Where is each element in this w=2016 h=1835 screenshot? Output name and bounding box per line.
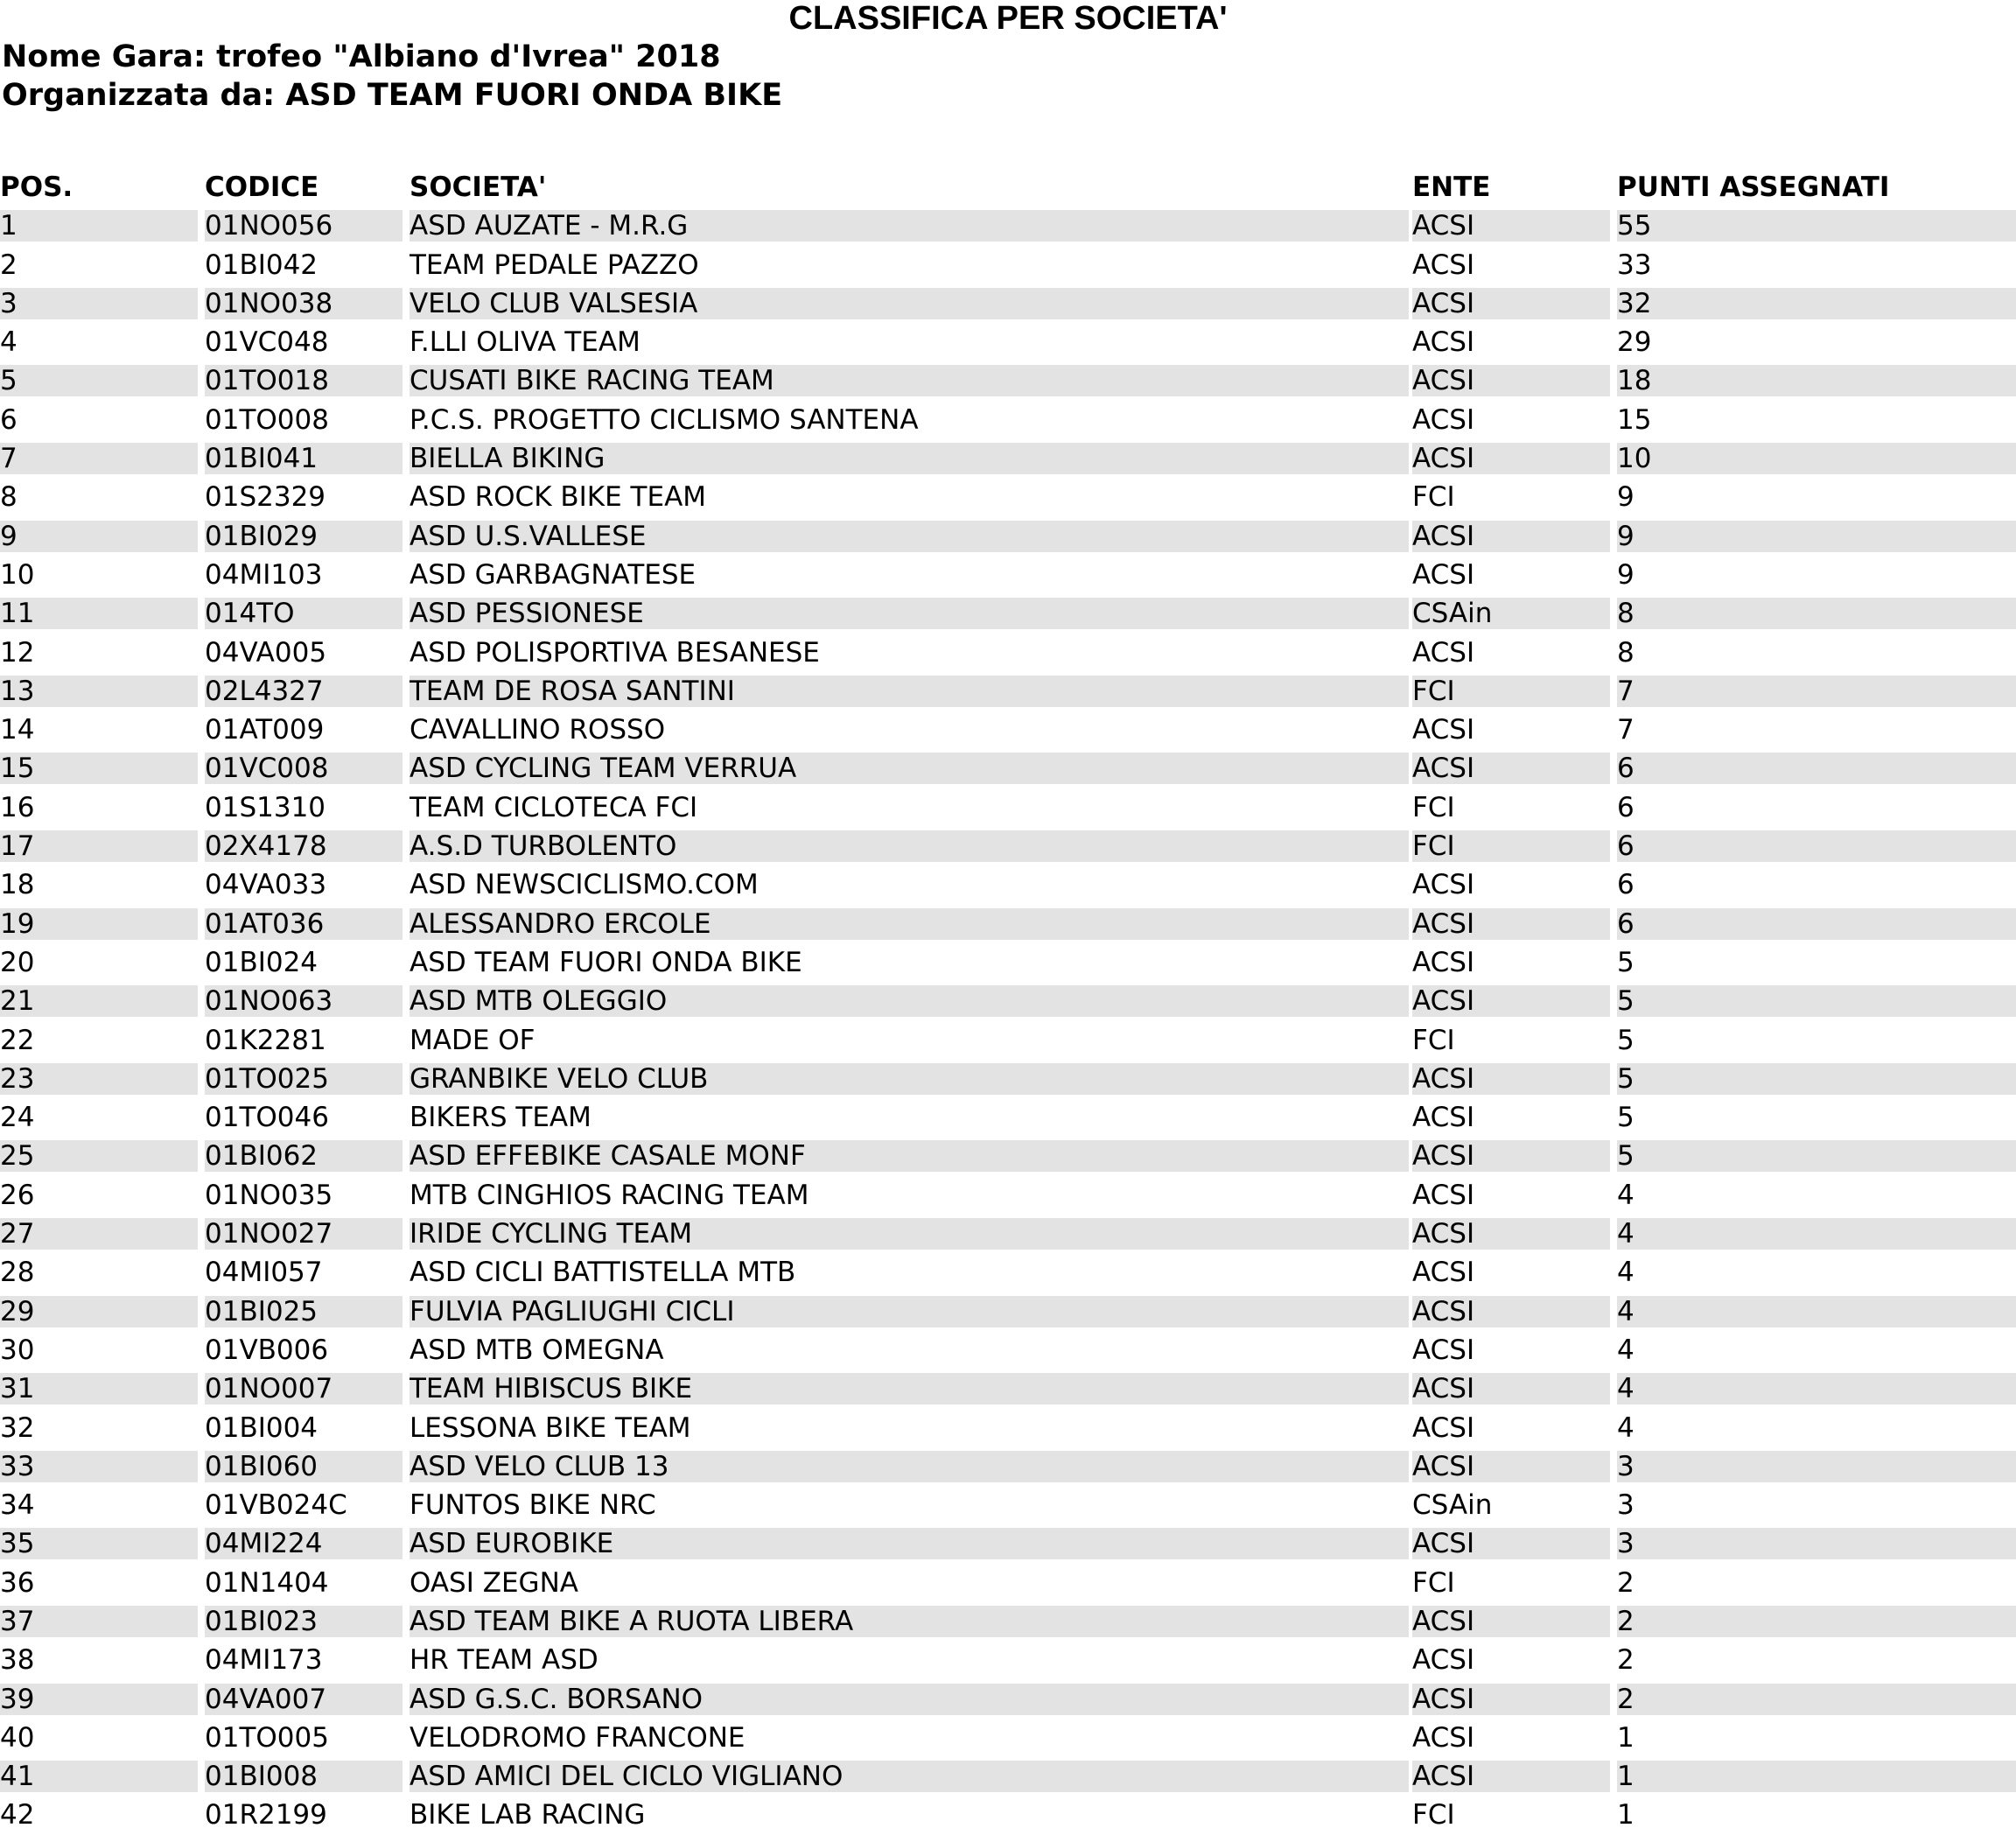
cell-ente: ACSI bbox=[1412, 908, 1610, 940]
cell-societa: VELO CLUB VALSESIA bbox=[410, 288, 1409, 319]
cell-societa: ASD TEAM FUORI ONDA BIKE bbox=[410, 946, 802, 978]
header-punti: PUNTI ASSEGNATI bbox=[1617, 172, 1890, 203]
cell-ente: ACSI bbox=[1412, 1761, 1610, 1792]
cell-ente: ACSI bbox=[1412, 1179, 1475, 1211]
cell-ente: FCI bbox=[1412, 1566, 1455, 1599]
cell-pos: 5 bbox=[0, 365, 198, 396]
table-row bbox=[0, 361, 2016, 400]
cell-ente: ACSI bbox=[1412, 1451, 1610, 1482]
cell-codice: 01BI008 bbox=[205, 1761, 402, 1792]
cell-ente: FCI bbox=[1412, 830, 1610, 862]
cell-punti: 6 bbox=[1617, 908, 2016, 940]
table-row bbox=[0, 1796, 2016, 1834]
cell-pos: 15 bbox=[0, 753, 198, 784]
cell-societa: A.S.D TURBOLENTO bbox=[410, 830, 1409, 862]
table-row bbox=[0, 1060, 2016, 1098]
cell-pos: 42 bbox=[0, 1799, 35, 1831]
page-title: CLASSIFICA PER SOCIETA' bbox=[788, 0, 1228, 37]
cell-societa: BIKERS TEAM bbox=[410, 1102, 592, 1134]
cell-societa: TEAM CICLOTECA FCI bbox=[410, 791, 698, 823]
cell-societa: MTB CINGHIOS RACING TEAM bbox=[410, 1179, 809, 1211]
cell-codice: 01K2281 bbox=[205, 1024, 326, 1056]
table-body bbox=[0, 207, 2016, 1834]
cell-pos: 40 bbox=[0, 1721, 35, 1754]
cell-societa: GRANBIKE VELO CLUB bbox=[410, 1063, 1409, 1095]
cell-societa: ASD CYCLING TEAM VERRUA bbox=[410, 753, 1409, 784]
cell-societa: OASI ZEGNA bbox=[410, 1566, 578, 1599]
cell-punti: 5 bbox=[1617, 985, 2016, 1017]
cell-ente: CSAin bbox=[1412, 1489, 1493, 1522]
cell-punti: 10 bbox=[1617, 443, 2016, 474]
table-row bbox=[0, 1331, 2016, 1369]
cell-pos: 19 bbox=[0, 908, 198, 940]
table-row bbox=[0, 788, 2016, 827]
table-row bbox=[0, 1409, 2016, 1447]
cell-societa: BIELLA BIKING bbox=[410, 443, 1409, 474]
cell-punti: 55 bbox=[1617, 210, 2016, 242]
header-societa: SOCIETA' bbox=[410, 172, 547, 203]
cell-ente: ACSI bbox=[1412, 210, 1610, 242]
cell-pos: 33 bbox=[0, 1451, 198, 1482]
cell-ente: ACSI bbox=[1412, 1296, 1610, 1327]
cell-societa: ASD VELO CLUB 13 bbox=[410, 1451, 1409, 1482]
cell-pos: 4 bbox=[0, 326, 18, 359]
cell-societa: ASD AMICI DEL CICLO VIGLIANO bbox=[410, 1761, 1409, 1792]
table-row bbox=[0, 1137, 2016, 1175]
cell-societa: FULVIA PAGLIUGHI CICLI bbox=[410, 1296, 1409, 1327]
cell-pos: 26 bbox=[0, 1179, 35, 1211]
cell-punti: 3 bbox=[1617, 1451, 2016, 1482]
cell-codice: 01NO027 bbox=[205, 1218, 402, 1250]
cell-ente: FCI bbox=[1412, 1024, 1455, 1056]
header-ente: ENTE bbox=[1412, 172, 1491, 203]
table-row bbox=[0, 672, 2016, 711]
cell-codice: 01N1404 bbox=[205, 1566, 329, 1599]
cell-societa: ASD GARBAGNATESE bbox=[410, 558, 696, 591]
table-row bbox=[0, 517, 2016, 556]
cell-societa: ASD POLISPORTIVA BESANESE bbox=[410, 636, 820, 669]
cell-pos: 20 bbox=[0, 946, 35, 978]
organizer: Organizzata da: ASD TEAM FUORI ONDA BIKE bbox=[2, 78, 783, 113]
cell-societa: CUSATI BIKE RACING TEAM bbox=[410, 365, 1409, 396]
cell-punti: 8 bbox=[1617, 636, 1634, 669]
cell-punti: 2 bbox=[1617, 1606, 2016, 1637]
cell-punti: 6 bbox=[1617, 869, 1634, 901]
cell-punti: 1 bbox=[1617, 1721, 1634, 1754]
cell-codice: 01VC048 bbox=[205, 326, 329, 359]
cell-codice: 01TO025 bbox=[205, 1063, 402, 1095]
cell-punti: 5 bbox=[1617, 1102, 1634, 1134]
cell-ente: ACSI bbox=[1412, 288, 1610, 319]
cell-codice: 01R2199 bbox=[205, 1799, 327, 1831]
cell-pos: 36 bbox=[0, 1566, 35, 1599]
cell-pos: 16 bbox=[0, 791, 35, 823]
cell-codice: 04MI224 bbox=[205, 1528, 402, 1559]
cell-punti: 9 bbox=[1617, 558, 1634, 591]
table-row bbox=[0, 905, 2016, 943]
cell-ente: FCI bbox=[1412, 481, 1455, 514]
cell-punti: 2 bbox=[1617, 1644, 1634, 1677]
cell-societa: ASD EUROBIKE bbox=[410, 1528, 1409, 1559]
cell-societa: CAVALLINO ROSSO bbox=[410, 714, 666, 746]
cell-codice: 04VA005 bbox=[205, 636, 327, 669]
cell-ente: ACSI bbox=[1412, 1411, 1475, 1444]
cell-pos: 8 bbox=[0, 481, 18, 514]
cell-ente: ACSI bbox=[1412, 403, 1475, 436]
cell-punti: 4 bbox=[1617, 1179, 1634, 1211]
cell-codice: 01BI024 bbox=[205, 946, 318, 978]
cell-ente: ACSI bbox=[1412, 1102, 1475, 1134]
cell-ente: ACSI bbox=[1412, 521, 1610, 552]
table-row bbox=[0, 1021, 2016, 1060]
cell-codice: 02X4178 bbox=[205, 830, 402, 862]
cell-ente: ACSI bbox=[1412, 326, 1475, 359]
cell-codice: 01TO018 bbox=[205, 365, 402, 396]
cell-codice: 01BI060 bbox=[205, 1451, 402, 1482]
cell-punti: 29 bbox=[1617, 326, 1652, 359]
cell-punti: 4 bbox=[1617, 1257, 1634, 1289]
cell-pos: 12 bbox=[0, 636, 35, 669]
table-row bbox=[0, 634, 2016, 672]
cell-codice: 01VB006 bbox=[205, 1334, 329, 1366]
cell-societa: VELODROMO FRANCONE bbox=[410, 1721, 746, 1754]
cell-punti: 3 bbox=[1617, 1489, 1634, 1522]
cell-punti: 4 bbox=[1617, 1334, 1634, 1366]
cell-codice: 01AT009 bbox=[205, 714, 325, 746]
cell-pos: 27 bbox=[0, 1218, 198, 1250]
cell-societa: TEAM HIBISCUS BIKE bbox=[410, 1373, 1409, 1404]
table-row bbox=[0, 1564, 2016, 1602]
cell-pos: 34 bbox=[0, 1489, 35, 1522]
cell-societa: ASD NEWSCICLISMO.COM bbox=[410, 869, 759, 901]
cell-pos: 30 bbox=[0, 1334, 35, 1366]
cell-societa: ASD TEAM BIKE A RUOTA LIBERA bbox=[410, 1606, 1409, 1637]
cell-codice: 02L4327 bbox=[205, 676, 402, 707]
table-row bbox=[0, 982, 2016, 1020]
cell-pos: 14 bbox=[0, 714, 35, 746]
cell-ente: ACSI bbox=[1412, 365, 1610, 396]
cell-punti: 33 bbox=[1617, 249, 1652, 281]
table-row bbox=[0, 1524, 2016, 1563]
cell-societa: TEAM PEDALE PAZZO bbox=[410, 249, 699, 281]
cell-punti: 2 bbox=[1617, 1566, 1634, 1599]
cell-pos: 31 bbox=[0, 1373, 198, 1404]
cell-pos: 6 bbox=[0, 403, 18, 436]
table-row bbox=[0, 1602, 2016, 1641]
cell-pos: 32 bbox=[0, 1411, 35, 1444]
cell-ente: ACSI bbox=[1412, 558, 1475, 591]
cell-societa: IRIDE CYCLING TEAM bbox=[410, 1218, 1409, 1250]
cell-codice: 04MI103 bbox=[205, 558, 323, 591]
cell-codice: 01TO046 bbox=[205, 1102, 329, 1134]
cell-pos: 17 bbox=[0, 830, 198, 862]
cell-pos: 2 bbox=[0, 249, 18, 281]
cell-societa: ASD PESSIONESE bbox=[410, 598, 1409, 629]
table-row bbox=[0, 1680, 2016, 1719]
cell-ente: ACSI bbox=[1412, 636, 1475, 669]
cell-codice: 01BI023 bbox=[205, 1606, 402, 1637]
cell-codice: 01BI004 bbox=[205, 1411, 318, 1444]
cell-codice: 01TO005 bbox=[205, 1721, 329, 1754]
table-row bbox=[0, 401, 2016, 439]
table-row bbox=[0, 478, 2016, 516]
cell-societa: ASD MTB OMEGNA bbox=[410, 1334, 664, 1366]
cell-punti: 8 bbox=[1617, 598, 2016, 629]
cell-punti: 4 bbox=[1617, 1373, 2016, 1404]
cell-ente: ACSI bbox=[1412, 1334, 1475, 1366]
cell-ente: ACSI bbox=[1412, 1257, 1475, 1289]
cell-ente: ACSI bbox=[1412, 1684, 1610, 1715]
cell-codice: 01BI025 bbox=[205, 1296, 402, 1327]
table-row bbox=[0, 1292, 2016, 1331]
cell-punti: 2 bbox=[1617, 1684, 2016, 1715]
cell-codice: 01BI042 bbox=[205, 249, 318, 281]
cell-ente: FCI bbox=[1412, 791, 1455, 823]
cell-codice: 04MI057 bbox=[205, 1257, 323, 1289]
cell-punti: 1 bbox=[1617, 1799, 1634, 1831]
table-row bbox=[0, 246, 2016, 284]
cell-pos: 1 bbox=[0, 210, 198, 242]
cell-codice: 04VA007 bbox=[205, 1684, 402, 1715]
cell-punti: 9 bbox=[1617, 481, 1634, 514]
cell-ente: ACSI bbox=[1412, 869, 1475, 901]
table-row bbox=[0, 439, 2016, 478]
cell-codice: 01BI041 bbox=[205, 443, 402, 474]
cell-ente: ACSI bbox=[1412, 1218, 1610, 1250]
cell-codice: 01S2329 bbox=[205, 481, 326, 514]
race-name: Nome Gara: trofeo "Albiano d'Ivrea" 2018 bbox=[2, 39, 721, 74]
cell-pos: 41 bbox=[0, 1761, 198, 1792]
table-row bbox=[0, 323, 2016, 361]
cell-ente: ACSI bbox=[1412, 1063, 1610, 1095]
cell-codice: 01VC008 bbox=[205, 753, 402, 784]
cell-punti: 4 bbox=[1617, 1218, 2016, 1250]
table-row bbox=[0, 1719, 2016, 1757]
cell-pos: 11 bbox=[0, 598, 198, 629]
cell-punti: 5 bbox=[1617, 946, 1634, 978]
cell-codice: 01NO038 bbox=[205, 288, 402, 319]
cell-codice: 01NO056 bbox=[205, 210, 402, 242]
table-row bbox=[0, 1176, 2016, 1215]
cell-societa: ASD U.S.VALLESE bbox=[410, 521, 1409, 552]
cell-ente: ACSI bbox=[1412, 443, 1610, 474]
cell-ente: ACSI bbox=[1412, 1373, 1610, 1404]
header-codice: CODICE bbox=[205, 172, 319, 203]
cell-punti: 6 bbox=[1617, 753, 2016, 784]
cell-pos: 37 bbox=[0, 1606, 198, 1637]
cell-societa: ALESSANDRO ERCOLE bbox=[410, 908, 1409, 940]
cell-ente: CSAin bbox=[1412, 598, 1610, 629]
table-row bbox=[0, 827, 2016, 865]
table-row bbox=[0, 556, 2016, 594]
table-row bbox=[0, 943, 2016, 982]
cell-ente: ACSI bbox=[1412, 985, 1610, 1017]
cell-punti: 1 bbox=[1617, 1761, 2016, 1792]
cell-codice: 01BI029 bbox=[205, 521, 402, 552]
cell-punti: 4 bbox=[1617, 1411, 1634, 1444]
table-header-row bbox=[0, 168, 2016, 207]
cell-codice: 04MI173 bbox=[205, 1644, 323, 1677]
cell-punti: 5 bbox=[1617, 1140, 2016, 1172]
cell-ente: ACSI bbox=[1412, 1528, 1610, 1559]
table-row bbox=[0, 284, 2016, 323]
cell-ente: ACSI bbox=[1412, 753, 1610, 784]
cell-punti: 9 bbox=[1617, 521, 2016, 552]
cell-codice: 01NO007 bbox=[205, 1373, 402, 1404]
cell-societa: P.C.S. PROGETTO CICLISMO SANTENA bbox=[410, 403, 919, 436]
cell-ente: ACSI bbox=[1412, 1721, 1475, 1754]
table-row bbox=[0, 1369, 2016, 1408]
cell-punti: 4 bbox=[1617, 1296, 2016, 1327]
cell-societa: ASD AUZATE - M.R.G bbox=[410, 210, 1409, 242]
cell-pos: 10 bbox=[0, 558, 35, 591]
table-row bbox=[0, 1253, 2016, 1292]
cell-codice: 01NO035 bbox=[205, 1179, 333, 1211]
cell-punti: 5 bbox=[1617, 1024, 1634, 1056]
cell-ente: ACSI bbox=[1412, 946, 1475, 978]
cell-punti: 6 bbox=[1617, 791, 1634, 823]
table-row bbox=[0, 1447, 2016, 1486]
cell-pos: 23 bbox=[0, 1063, 198, 1095]
header-pos: POS. bbox=[0, 172, 74, 203]
cell-codice: 01S1310 bbox=[205, 791, 326, 823]
cell-punti: 3 bbox=[1617, 1528, 2016, 1559]
table-row bbox=[0, 749, 2016, 788]
cell-pos: 25 bbox=[0, 1140, 198, 1172]
table-row bbox=[0, 207, 2016, 245]
cell-codice: 01VB024C bbox=[205, 1489, 347, 1522]
cell-pos: 18 bbox=[0, 869, 35, 901]
ranking-table bbox=[0, 168, 2016, 1835]
cell-pos: 7 bbox=[0, 443, 198, 474]
cell-pos: 22 bbox=[0, 1024, 35, 1056]
cell-societa: ASD CICLI BATTISTELLA MTB bbox=[410, 1257, 796, 1289]
cell-pos: 28 bbox=[0, 1257, 35, 1289]
cell-societa: F.LLI OLIVA TEAM bbox=[410, 326, 640, 359]
table-row bbox=[0, 711, 2016, 749]
cell-punti: 15 bbox=[1617, 403, 1652, 436]
cell-societa: TEAM DE ROSA SANTINI bbox=[410, 676, 1409, 707]
cell-punti: 7 bbox=[1617, 676, 2016, 707]
cell-pos: 38 bbox=[0, 1644, 35, 1677]
cell-codice: 04VA033 bbox=[205, 869, 327, 901]
cell-codice: 01NO063 bbox=[205, 985, 402, 1017]
cell-pos: 13 bbox=[0, 676, 198, 707]
table-row bbox=[0, 1486, 2016, 1524]
cell-ente: ACSI bbox=[1412, 249, 1475, 281]
cell-codice: 01TO008 bbox=[205, 403, 329, 436]
cell-ente: ACSI bbox=[1412, 1140, 1610, 1172]
cell-ente: ACSI bbox=[1412, 1644, 1475, 1677]
cell-societa: FUNTOS BIKE NRC bbox=[410, 1489, 656, 1522]
cell-codice: 01AT036 bbox=[205, 908, 402, 940]
table-row bbox=[0, 1757, 2016, 1796]
cell-societa: HR TEAM ASD bbox=[410, 1644, 598, 1677]
cell-pos: 3 bbox=[0, 288, 198, 319]
cell-codice: 014TO bbox=[205, 598, 402, 629]
cell-punti: 32 bbox=[1617, 288, 2016, 319]
cell-ente: FCI bbox=[1412, 676, 1610, 707]
cell-punti: 18 bbox=[1617, 365, 2016, 396]
cell-pos: 29 bbox=[0, 1296, 198, 1327]
table-row bbox=[0, 594, 2016, 633]
cell-punti: 6 bbox=[1617, 830, 2016, 862]
cell-societa: ASD MTB OLEGGIO bbox=[410, 985, 1409, 1017]
cell-societa: ASD G.S.C. BORSANO bbox=[410, 1684, 1409, 1715]
cell-pos: 35 bbox=[0, 1528, 198, 1559]
cell-ente: ACSI bbox=[1412, 1606, 1610, 1637]
cell-societa: LESSONA BIKE TEAM bbox=[410, 1411, 691, 1444]
cell-pos: 9 bbox=[0, 521, 198, 552]
table-row bbox=[0, 1641, 2016, 1679]
cell-pos: 24 bbox=[0, 1102, 35, 1134]
cell-societa: ASD EFFEBIKE CASALE MONF bbox=[410, 1140, 1409, 1172]
cell-codice: 01BI062 bbox=[205, 1140, 402, 1172]
cell-societa: BIKE LAB RACING bbox=[410, 1799, 646, 1831]
cell-punti: 7 bbox=[1617, 714, 1634, 746]
table-row bbox=[0, 865, 2016, 904]
cell-societa: ASD ROCK BIKE TEAM bbox=[410, 481, 707, 514]
cell-ente: FCI bbox=[1412, 1799, 1455, 1831]
table-row bbox=[0, 1215, 2016, 1253]
cell-ente: ACSI bbox=[1412, 714, 1475, 746]
cell-punti: 5 bbox=[1617, 1063, 2016, 1095]
table-row bbox=[0, 1098, 2016, 1137]
cell-pos: 39 bbox=[0, 1684, 198, 1715]
cell-societa: MADE OF bbox=[410, 1024, 536, 1056]
cell-pos: 21 bbox=[0, 985, 198, 1017]
